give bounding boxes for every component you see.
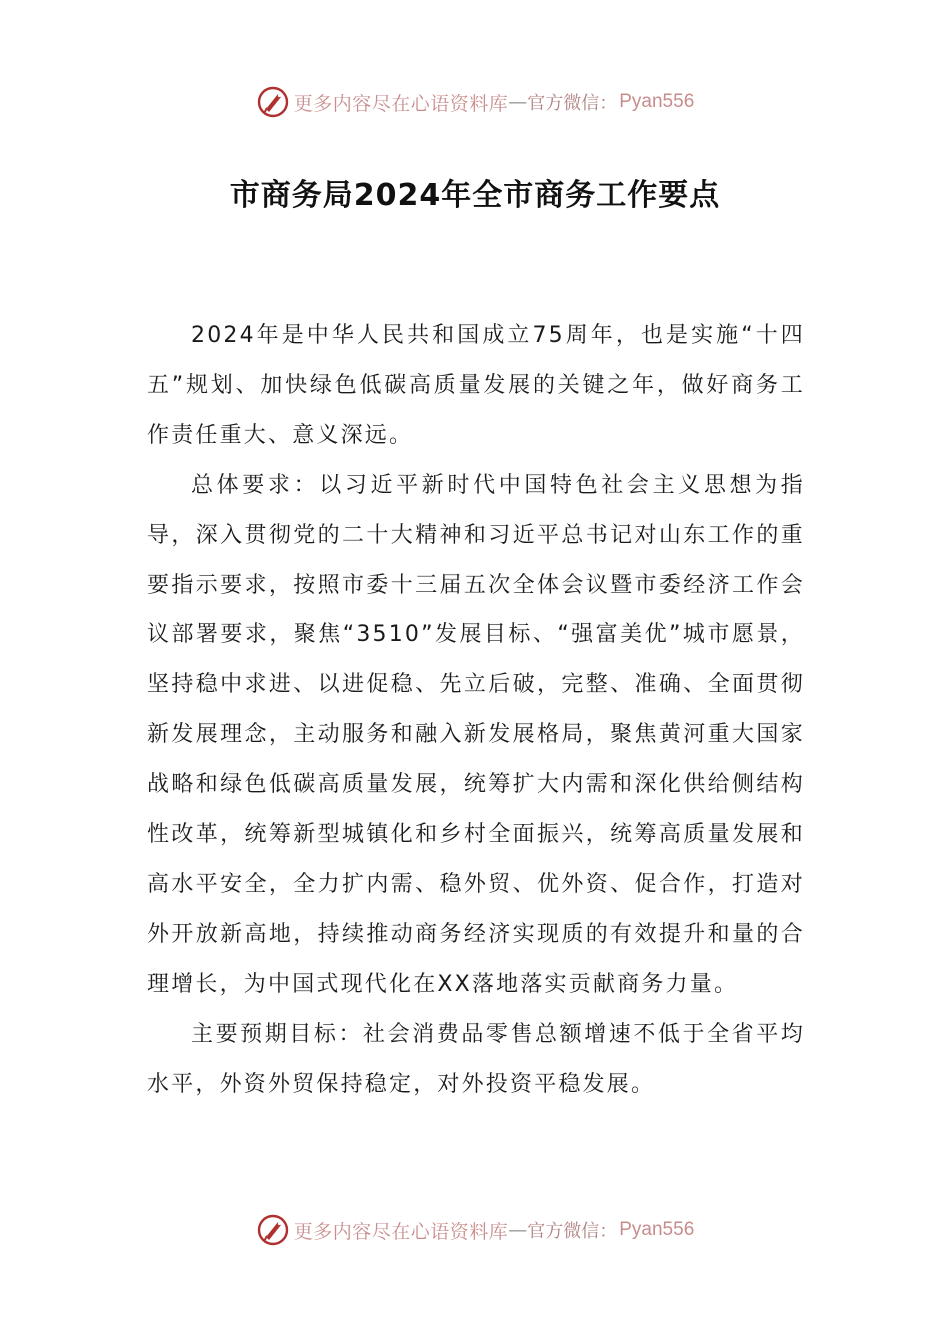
paragraph-intro: 2024年是中华人民共和国成立75周年，也是实施“十四五”规划、加快绿色低碳高质量发展的关键之年，做好商务工作责任重大、意义深远。 [147,323,805,448]
footer-banner [0,1210,950,1250]
banner-separator: — [508,91,528,113]
paragraph-expected-targets: 主要预期目标：社会消费品零售总额增速不低于全省平均水平，外资外贸保持稳定，对外投资平稳发展。 [147,1021,805,1097]
document-body [147,311,805,1110]
header-banner [0,82,950,122]
banner-wechat-id: Pyan556 [619,91,695,112]
banner-separator: — [508,1219,528,1241]
banner-text: 更多内容尽在心语资料库 [293,92,509,115]
banner-wechat-label: 官方微信： [527,93,618,114]
banner-wechat-label: 官方微信： [527,1221,618,1242]
document-title: 市商务局2024年全市商务工作要点 [229,178,721,213]
paragraph-general-requirements: 总体要求：以习近平新时代中国特色社会主义思想为指导，深入贯彻党的二十大精神和习近平总书记对山东工作的重要指示要求，按照市委十三届五次全体会议暨市委经济工作会议部署要求，聚焦“3510”发展目标、“强富美优”城市愿景，坚持稳中求进、以进促稳、先立后破，完整、准确、全面贯彻新发展理念，主动服务和融入新发展格局，聚焦黄河重大国家战略和绿色低碳高质量发展，统筹扩大内需和深化供给侧结构性改革，统筹新型城镇化和乡村全面振兴，统筹高质量发展和高水平安全，全力扩内需、稳外贸、优外资、促合作，打造对外开放新高地，持续推动商务经济实现质的有效提升和量的合理增长，为中国式现代化在XX落地落实贡献商务力量。 [147,472,805,997]
banner-text: 更多内容尽在心语资料库 [293,1220,509,1243]
banner-wechat-id: Pyan556 [619,1219,695,1240]
pen-nib-logo-icon [256,1213,290,1247]
pen-nib-logo-icon [256,85,290,119]
